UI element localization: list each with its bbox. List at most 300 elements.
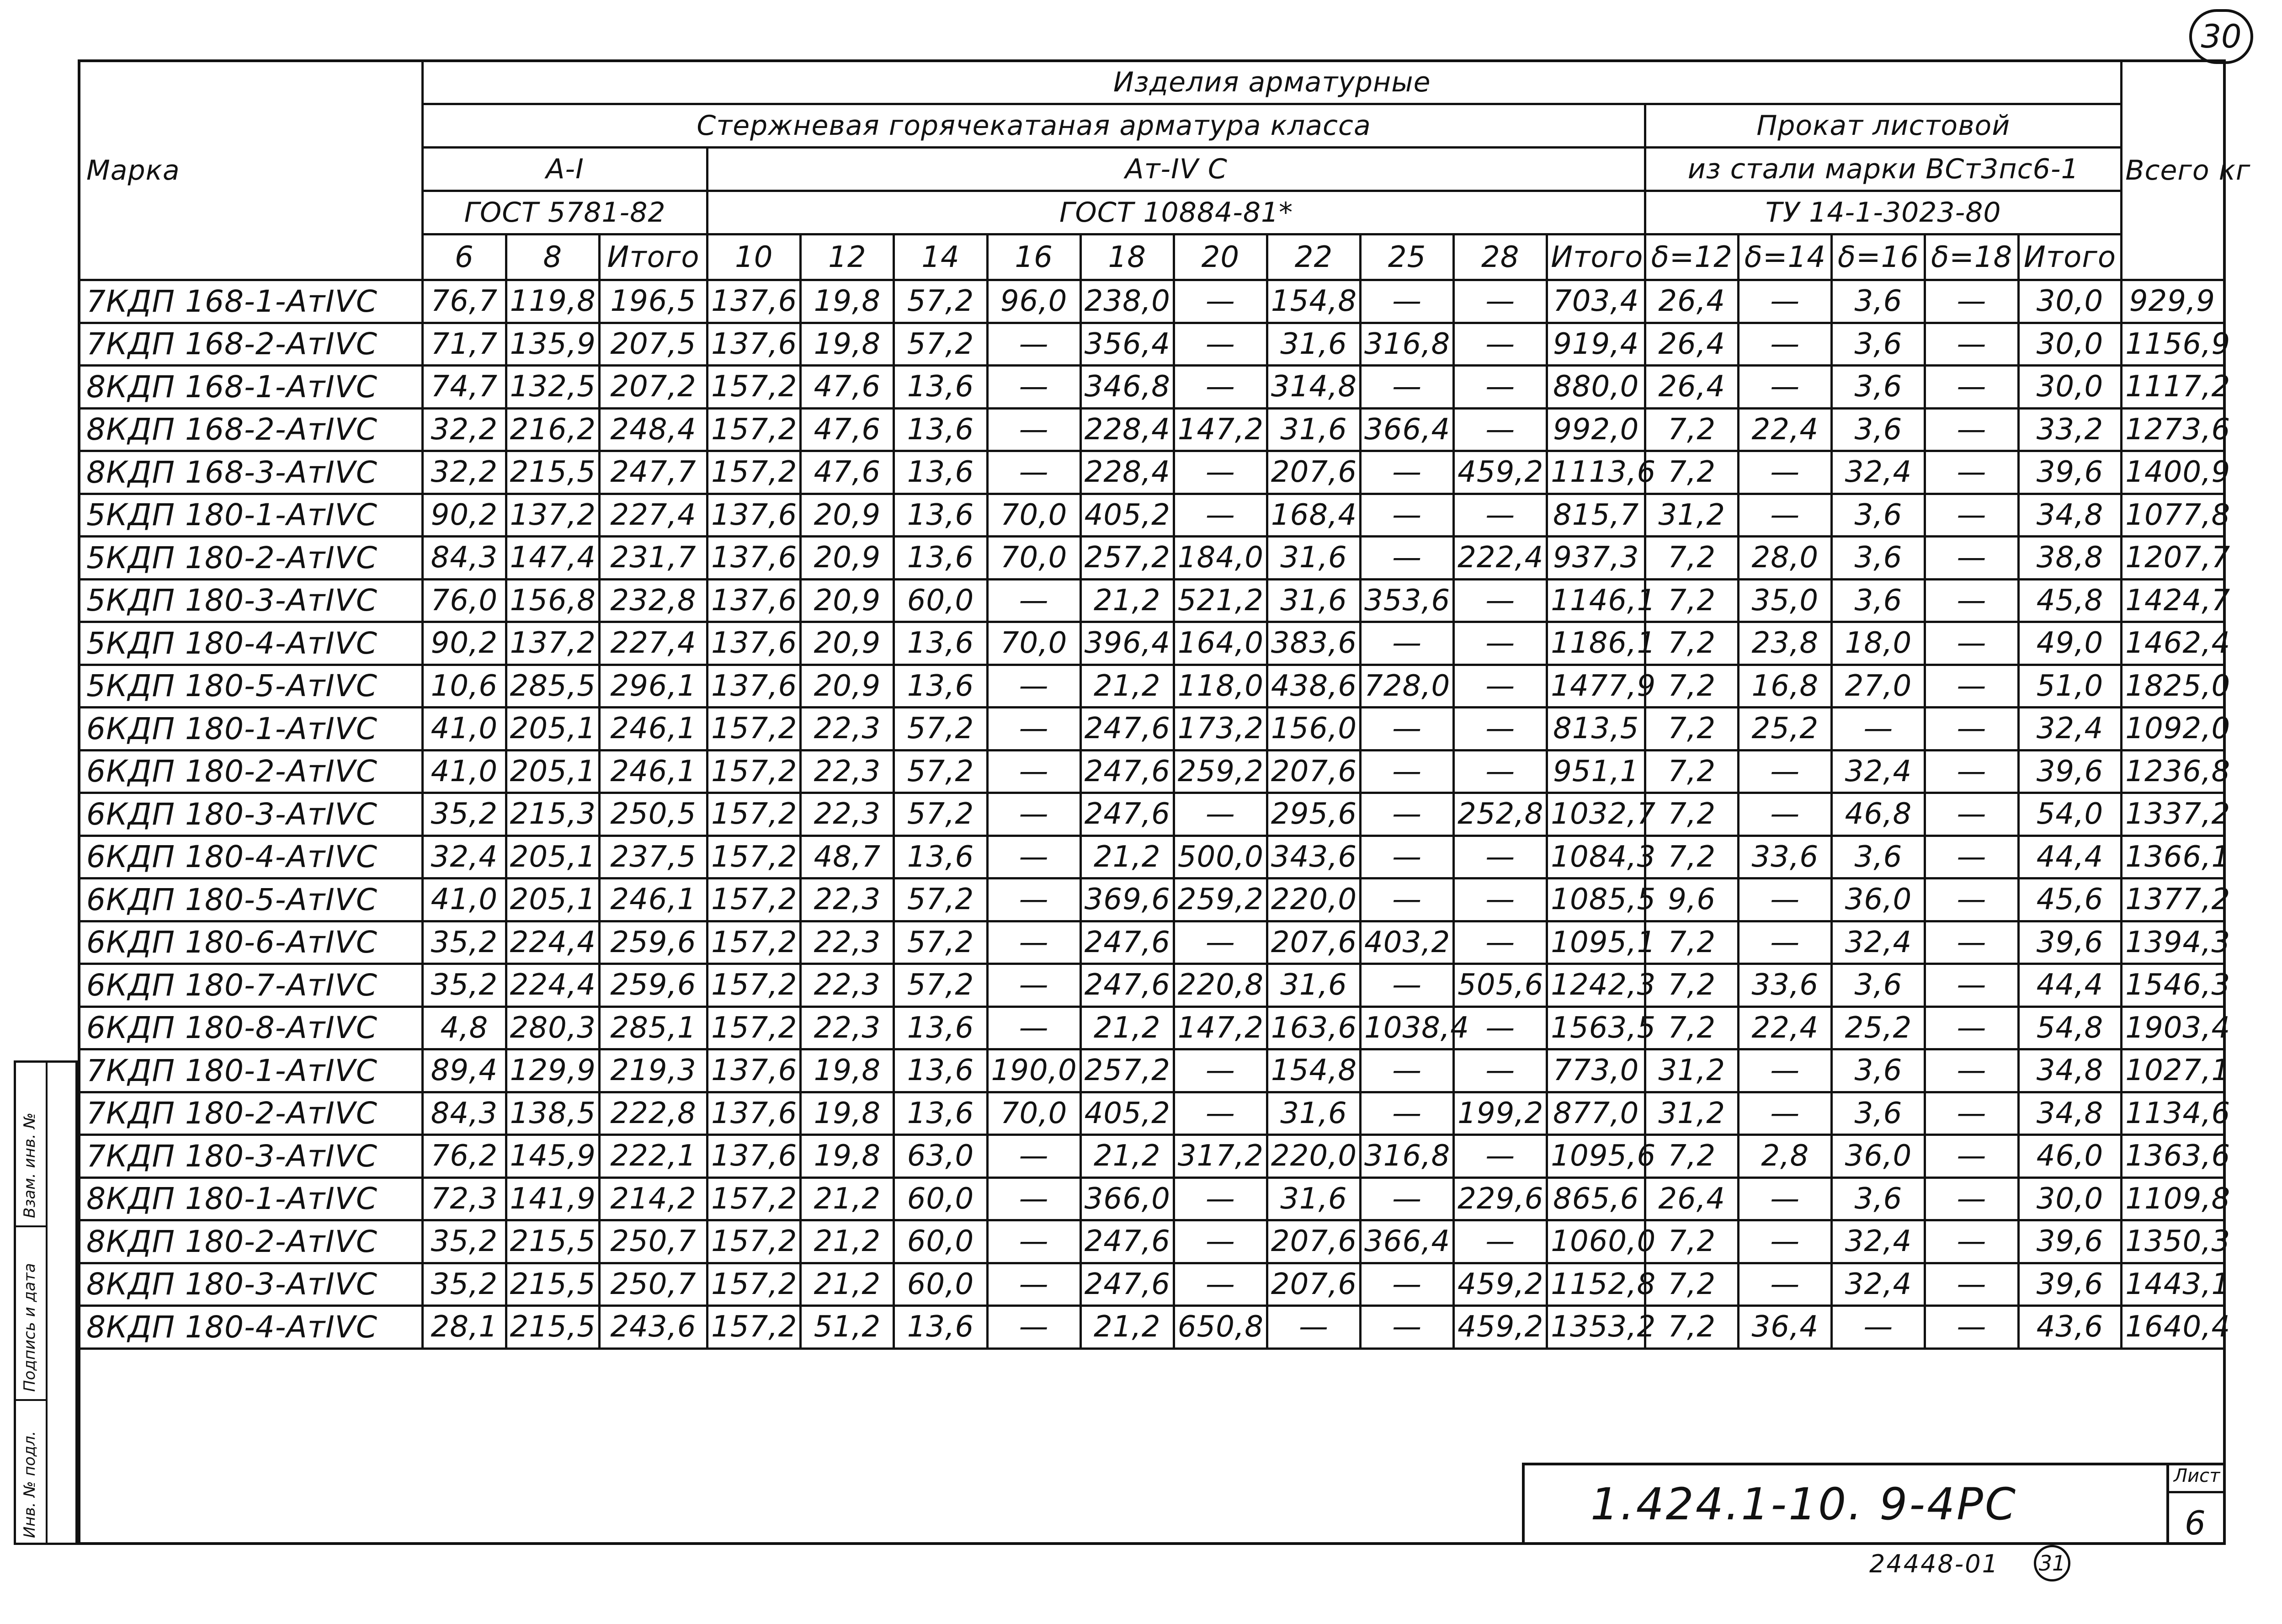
value-cell: —: [1739, 1220, 1832, 1263]
value-cell: 32,4: [423, 836, 506, 879]
value-cell: —: [1832, 708, 1925, 751]
value-cell: 247,6: [1080, 964, 1174, 1007]
value-cell: —: [1174, 921, 1267, 964]
value-cell: —: [1925, 323, 2018, 366]
total-cell: 1400,9: [2122, 451, 2225, 494]
table-row: [79, 451, 2225, 494]
value-cell: 132,5: [506, 366, 599, 409]
table-row: [79, 921, 2225, 964]
value-cell: 147,2: [1174, 408, 1267, 451]
total-cell: 1117,2: [2122, 366, 2225, 409]
value-cell: 157,2: [707, 708, 801, 751]
value-cell: —: [1739, 750, 1832, 793]
value-cell: 57,2: [894, 323, 987, 366]
value-cell: —: [987, 1006, 1080, 1049]
value-cell: —: [1925, 494, 2018, 537]
value-cell: 90,2: [423, 494, 506, 537]
header-products: Изделия арматурные: [423, 61, 2122, 104]
value-cell: 137,6: [707, 579, 801, 622]
value-cell: 383,6: [1267, 622, 1360, 665]
side-label-signature: Подпись и дата: [21, 1263, 39, 1392]
value-cell: 36,4: [1739, 1306, 1832, 1349]
value-cell: 3,6: [1832, 836, 1925, 879]
value-cell: 21,2: [1080, 1006, 1174, 1049]
sheet-number-box: [2166, 1463, 2226, 1545]
table-row: [79, 366, 2225, 409]
value-cell: —: [1925, 1220, 2018, 1263]
value-cell: 60,0: [894, 579, 987, 622]
value-cell: 4,8: [423, 1006, 506, 1049]
value-cell: —: [1925, 964, 2018, 1007]
value-cell: 1095,6: [1547, 1135, 1645, 1178]
value-cell: —: [1454, 366, 1547, 409]
value-cell: 356,4: [1080, 323, 1174, 366]
table-row: [79, 793, 2225, 836]
column-header: 18: [1080, 234, 1174, 280]
value-cell: 35,0: [1739, 579, 1832, 622]
value-cell: 216,2: [506, 408, 599, 451]
value-cell: 22,4: [1739, 1006, 1832, 1049]
value-cell: 257,2: [1080, 1049, 1174, 1092]
document-code: 1.424.1-10. 9-4РС: [1590, 1479, 2017, 1530]
total-cell: 1366,1: [2122, 836, 2225, 879]
value-cell: 32,4: [1832, 1263, 1925, 1306]
value-cell: 22,3: [801, 708, 894, 751]
value-cell: 39,6: [2018, 750, 2122, 793]
value-cell: 27,0: [1832, 665, 1925, 708]
value-cell: 157,2: [707, 1220, 801, 1263]
value-cell: 247,6: [1080, 708, 1174, 751]
value-cell: —: [1361, 1049, 1454, 1092]
value-cell: 207,5: [599, 323, 707, 366]
value-cell: —: [987, 408, 1080, 451]
value-cell: 57,2: [894, 964, 987, 1007]
value-cell: 157,2: [707, 451, 801, 494]
value-cell: —: [1925, 537, 2018, 580]
value-cell: 227,4: [599, 494, 707, 537]
value-cell: —: [1361, 836, 1454, 879]
value-cell: 168,4: [1267, 494, 1360, 537]
total-cell: 929,9: [2122, 280, 2225, 323]
value-cell: 285,1: [599, 1006, 707, 1049]
value-cell: 34,8: [2018, 494, 2122, 537]
value-cell: —: [1454, 708, 1547, 751]
value-cell: 20,9: [801, 579, 894, 622]
value-cell: 13,6: [894, 1049, 987, 1092]
value-cell: 54,0: [2018, 793, 2122, 836]
value-cell: 31,6: [1267, 1092, 1360, 1135]
value-cell: 222,4: [1454, 537, 1547, 580]
value-cell: 54,8: [2018, 1006, 2122, 1049]
value-cell: 3,6: [1832, 323, 1925, 366]
value-cell: 33,6: [1739, 836, 1832, 879]
value-cell: 163,6: [1267, 1006, 1360, 1049]
value-cell: 31,6: [1267, 537, 1360, 580]
value-cell: 316,8: [1361, 1135, 1454, 1178]
value-cell: 173,2: [1174, 708, 1267, 751]
value-cell: —: [1925, 1006, 2018, 1049]
value-cell: 157,2: [707, 921, 801, 964]
value-cell: 45,6: [2018, 879, 2122, 921]
value-cell: 137,6: [707, 494, 801, 537]
value-cell: 877,0: [1547, 1092, 1645, 1135]
value-cell: 45,8: [2018, 579, 2122, 622]
value-cell: —: [1174, 451, 1267, 494]
value-cell: 19,8: [801, 1135, 894, 1178]
value-cell: 31,2: [1645, 1092, 1739, 1135]
value-cell: —: [1174, 1092, 1267, 1135]
value-cell: 25,2: [1832, 1006, 1925, 1049]
value-cell: —: [1361, 451, 1454, 494]
value-cell: —: [987, 964, 1080, 1007]
value-cell: 205,1: [506, 708, 599, 751]
value-cell: 57,2: [894, 793, 987, 836]
value-cell: —: [1925, 921, 2018, 964]
value-cell: 1032,7: [1547, 793, 1645, 836]
mark-cell: 7КДП 168-1-АтIVС: [79, 280, 423, 323]
value-cell: —: [1925, 750, 2018, 793]
value-cell: 21,2: [801, 1177, 894, 1220]
value-cell: 396,4: [1080, 622, 1174, 665]
header-rod-reinforcement: Стержневая горячекатаная арматура класса: [423, 104, 1645, 148]
value-cell: 47,6: [801, 408, 894, 451]
value-cell: 23,8: [1739, 622, 1832, 665]
value-cell: —: [1739, 1177, 1832, 1220]
value-cell: 30,0: [2018, 280, 2122, 323]
value-cell: 880,0: [1547, 366, 1645, 409]
value-cell: —: [1454, 921, 1547, 964]
value-cell: 137,6: [707, 323, 801, 366]
column-header: 20: [1174, 234, 1267, 280]
mark-cell: 5КДП 180-4-АтIVС: [79, 622, 423, 665]
value-cell: 7,2: [1645, 750, 1739, 793]
page-number-badge: 30: [2189, 9, 2253, 64]
value-cell: 147,4: [506, 537, 599, 580]
value-cell: 919,4: [1547, 323, 1645, 366]
value-cell: 7,2: [1645, 836, 1739, 879]
value-cell: 51,2: [801, 1306, 894, 1349]
header-steel-grade: из стали марки ВСт3пс6-1: [1645, 148, 2122, 191]
value-cell: —: [987, 793, 1080, 836]
value-cell: 13,6: [894, 622, 987, 665]
value-cell: 145,9: [506, 1135, 599, 1178]
value-cell: —: [1739, 1092, 1832, 1135]
value-cell: 21,2: [1080, 1135, 1174, 1178]
value-cell: 35,2: [423, 793, 506, 836]
table-row: [79, 1092, 2225, 1135]
header-class-at4c: Ат-IV С: [707, 148, 1645, 191]
value-cell: —: [1925, 793, 2018, 836]
value-cell: —: [1454, 836, 1547, 879]
value-cell: 184,0: [1174, 537, 1267, 580]
value-cell: 7,2: [1645, 964, 1739, 1007]
value-cell: 32,4: [2018, 708, 2122, 751]
value-cell: 1152,8: [1547, 1263, 1645, 1306]
value-cell: —: [1361, 1092, 1454, 1135]
value-cell: 207,6: [1267, 750, 1360, 793]
value-cell: 137,6: [707, 622, 801, 665]
value-cell: 7,2: [1645, 622, 1739, 665]
value-cell: 76,2: [423, 1135, 506, 1178]
value-cell: —: [1174, 366, 1267, 409]
side-label-replaced: Взам. инв. №: [21, 1113, 39, 1218]
value-cell: 39,6: [2018, 1263, 2122, 1306]
value-cell: —: [1361, 964, 1454, 1007]
value-cell: 220,0: [1267, 879, 1360, 921]
total-cell: 1027,1: [2122, 1049, 2225, 1092]
value-cell: 157,2: [707, 1006, 801, 1049]
value-cell: 19,8: [801, 323, 894, 366]
value-cell: 60,0: [894, 1263, 987, 1306]
value-cell: 19,8: [801, 1092, 894, 1135]
value-cell: 22,3: [801, 921, 894, 964]
value-cell: 7,2: [1645, 1135, 1739, 1178]
column-header: 8: [506, 234, 599, 280]
value-cell: 32,4: [1832, 750, 1925, 793]
value-cell: 32,2: [423, 408, 506, 451]
table-row: [79, 494, 2225, 537]
value-cell: 13,6: [894, 665, 987, 708]
value-cell: 248,4: [599, 408, 707, 451]
value-cell: 157,2: [707, 793, 801, 836]
column-header: δ=14: [1739, 234, 1832, 280]
value-cell: —: [1925, 1092, 2018, 1135]
value-cell: —: [987, 836, 1080, 879]
value-cell: 13,6: [894, 494, 987, 537]
value-cell: 47,6: [801, 366, 894, 409]
value-cell: —: [987, 1177, 1080, 1220]
reinforcement-spec-table: [78, 59, 2251, 1350]
total-cell: 1640,4: [2122, 1306, 2225, 1349]
inventory-number: 24448-01: [1869, 1549, 1999, 1578]
value-cell: 57,2: [894, 280, 987, 323]
value-cell: 35,2: [423, 964, 506, 1007]
table-row: [79, 665, 2225, 708]
total-cell: 1903,4: [2122, 1006, 2225, 1049]
total-cell: 1363,6: [2122, 1135, 2225, 1178]
value-cell: 157,2: [707, 750, 801, 793]
value-cell: 137,6: [707, 280, 801, 323]
mark-cell: 5КДП 180-1-АтIVС: [79, 494, 423, 537]
total-cell: 1236,8: [2122, 750, 2225, 793]
value-cell: 246,1: [599, 879, 707, 921]
column-header: 6: [423, 234, 506, 280]
value-cell: 20,9: [801, 622, 894, 665]
value-cell: 138,5: [506, 1092, 599, 1135]
table-row: [79, 323, 2225, 366]
value-cell: 31,2: [1645, 1049, 1739, 1092]
value-cell: 222,1: [599, 1135, 707, 1178]
header-tu: ТУ 14-1-3023-80: [1645, 191, 2122, 234]
value-cell: 57,2: [894, 921, 987, 964]
column-header: 12: [801, 234, 894, 280]
value-cell: 205,1: [506, 836, 599, 879]
value-cell: 1060,0: [1547, 1220, 1645, 1263]
value-cell: 215,5: [506, 451, 599, 494]
value-cell: 7,2: [1645, 408, 1739, 451]
header-gost-at: ГОСТ 10884-81*: [707, 191, 1645, 234]
value-cell: —: [1361, 280, 1454, 323]
total-cell: 1337,2: [2122, 793, 2225, 836]
mark-cell: 6КДП 180-5-АтIVС: [79, 879, 423, 921]
table-row: [79, 879, 2225, 921]
value-cell: 247,6: [1080, 793, 1174, 836]
mark-cell: 8КДП 168-1-АтIVС: [79, 366, 423, 409]
value-cell: 1095,1: [1547, 921, 1645, 964]
value-cell: —: [987, 708, 1080, 751]
value-cell: 137,2: [506, 622, 599, 665]
value-cell: 19,8: [801, 1049, 894, 1092]
value-cell: 317,2: [1174, 1135, 1267, 1178]
value-cell: 22,3: [801, 879, 894, 921]
value-cell: 28,1: [423, 1306, 506, 1349]
value-cell: 247,6: [1080, 921, 1174, 964]
value-cell: 118,0: [1174, 665, 1267, 708]
value-cell: 7,2: [1645, 579, 1739, 622]
header-total: Всего кг: [2122, 61, 2225, 280]
value-cell: 19,8: [801, 280, 894, 323]
mark-cell: 7КДП 180-2-АтIVС: [79, 1092, 423, 1135]
value-cell: —: [1454, 622, 1547, 665]
total-cell: 1134,6: [2122, 1092, 2225, 1135]
mark-cell: 6КДП 180-2-АтIVС: [79, 750, 423, 793]
value-cell: 215,5: [506, 1220, 599, 1263]
value-cell: —: [1925, 579, 2018, 622]
value-cell: —: [1739, 879, 1832, 921]
value-cell: —: [1454, 494, 1547, 537]
total-cell: 1350,3: [2122, 1220, 2225, 1263]
value-cell: 13,6: [894, 537, 987, 580]
value-cell: 21,2: [1080, 579, 1174, 622]
value-cell: 205,1: [506, 879, 599, 921]
value-cell: 46,0: [2018, 1135, 2122, 1178]
total-cell: 1462,4: [2122, 622, 2225, 665]
value-cell: 20,9: [801, 494, 894, 537]
value-cell: 31,6: [1267, 964, 1360, 1007]
value-cell: 369,6: [1080, 879, 1174, 921]
table-row: [79, 708, 2225, 751]
value-cell: 154,8: [1267, 280, 1360, 323]
value-cell: 60,0: [894, 1177, 987, 1220]
value-cell: 3,6: [1832, 1177, 1925, 1220]
total-cell: 1443,1: [2122, 1263, 2225, 1306]
column-header: Итого: [1547, 234, 1645, 280]
value-cell: 13,6: [894, 1006, 987, 1049]
value-cell: —: [1925, 1306, 2018, 1349]
table-row: [79, 750, 2225, 793]
value-cell: 31,6: [1267, 579, 1360, 622]
value-cell: 295,6: [1267, 793, 1360, 836]
value-cell: 157,2: [707, 879, 801, 921]
value-cell: 405,2: [1080, 494, 1174, 537]
value-cell: —: [1454, 579, 1547, 622]
value-cell: —: [1454, 408, 1547, 451]
value-cell: 20,9: [801, 537, 894, 580]
value-cell: —: [987, 665, 1080, 708]
value-cell: —: [1925, 879, 2018, 921]
mark-cell: 8КДП 180-2-АтIVС: [79, 1220, 423, 1263]
value-cell: 84,3: [423, 537, 506, 580]
value-cell: 26,4: [1645, 366, 1739, 409]
total-cell: 1546,3: [2122, 964, 2225, 1007]
table-row: [79, 1263, 2225, 1306]
value-cell: 220,8: [1174, 964, 1267, 1007]
mark-cell: 6КДП 180-3-АтIVС: [79, 793, 423, 836]
value-cell: 31,6: [1267, 323, 1360, 366]
total-cell: 1109,8: [2122, 1177, 2225, 1220]
value-cell: 207,6: [1267, 921, 1360, 964]
value-cell: 31,6: [1267, 1177, 1360, 1220]
value-cell: 259,2: [1174, 879, 1267, 921]
value-cell: —: [1361, 622, 1454, 665]
mark-cell: 6КДП 180-7-АтIVС: [79, 964, 423, 1007]
value-cell: 13,6: [894, 836, 987, 879]
value-cell: 31,6: [1267, 408, 1360, 451]
value-cell: 13,6: [894, 1092, 987, 1135]
value-cell: 366,4: [1361, 1220, 1454, 1263]
value-cell: 314,8: [1267, 366, 1360, 409]
value-cell: 71,7: [423, 323, 506, 366]
value-cell: —: [1739, 323, 1832, 366]
mark-cell: 8КДП 180-3-АтIVС: [79, 1263, 423, 1306]
value-cell: 89,4: [423, 1049, 506, 1092]
value-cell: 1186,1: [1547, 622, 1645, 665]
value-cell: 231,7: [599, 537, 707, 580]
value-cell: 157,2: [707, 836, 801, 879]
value-cell: 207,6: [1267, 1220, 1360, 1263]
header-gost-a1: ГОСТ 5781-82: [423, 191, 707, 234]
value-cell: —: [1739, 1049, 1832, 1092]
total-cell: 1394,3: [2122, 921, 2225, 964]
mark-cell: 8КДП 180-4-АтIVС: [79, 1306, 423, 1349]
inventory-circle-number: 31: [2034, 1545, 2070, 1581]
column-header: δ=18: [1925, 234, 2018, 280]
value-cell: 74,7: [423, 366, 506, 409]
value-cell: 773,0: [1547, 1049, 1645, 1092]
total-cell: 1377,2: [2122, 879, 2225, 921]
value-cell: 459,2: [1454, 1263, 1547, 1306]
value-cell: 147,2: [1174, 1006, 1267, 1049]
column-header: 22: [1267, 234, 1360, 280]
value-cell: 156,8: [506, 579, 599, 622]
value-cell: —: [1174, 793, 1267, 836]
value-cell: —: [987, 921, 1080, 964]
value-cell: 403,2: [1361, 921, 1454, 964]
value-cell: —: [1454, 750, 1547, 793]
value-cell: —: [1361, 879, 1454, 921]
value-cell: 35,2: [423, 1263, 506, 1306]
table-row: [79, 1177, 2225, 1220]
value-cell: —: [1174, 1177, 1267, 1220]
value-cell: 250,5: [599, 793, 707, 836]
value-cell: 316,8: [1361, 323, 1454, 366]
value-cell: 1084,3: [1547, 836, 1645, 879]
value-cell: —: [1925, 1049, 2018, 1092]
value-cell: 1038,4: [1361, 1006, 1454, 1049]
value-cell: 992,0: [1547, 408, 1645, 451]
table-row: [79, 280, 2225, 323]
value-cell: 70,0: [987, 622, 1080, 665]
value-cell: —: [1739, 1263, 1832, 1306]
value-cell: 13,6: [894, 408, 987, 451]
value-cell: —: [987, 323, 1080, 366]
value-cell: 137,6: [707, 537, 801, 580]
value-cell: 285,5: [506, 665, 599, 708]
value-cell: 26,4: [1645, 280, 1739, 323]
value-cell: 813,5: [1547, 708, 1645, 751]
value-cell: 219,3: [599, 1049, 707, 1092]
value-cell: 224,4: [506, 964, 599, 1007]
